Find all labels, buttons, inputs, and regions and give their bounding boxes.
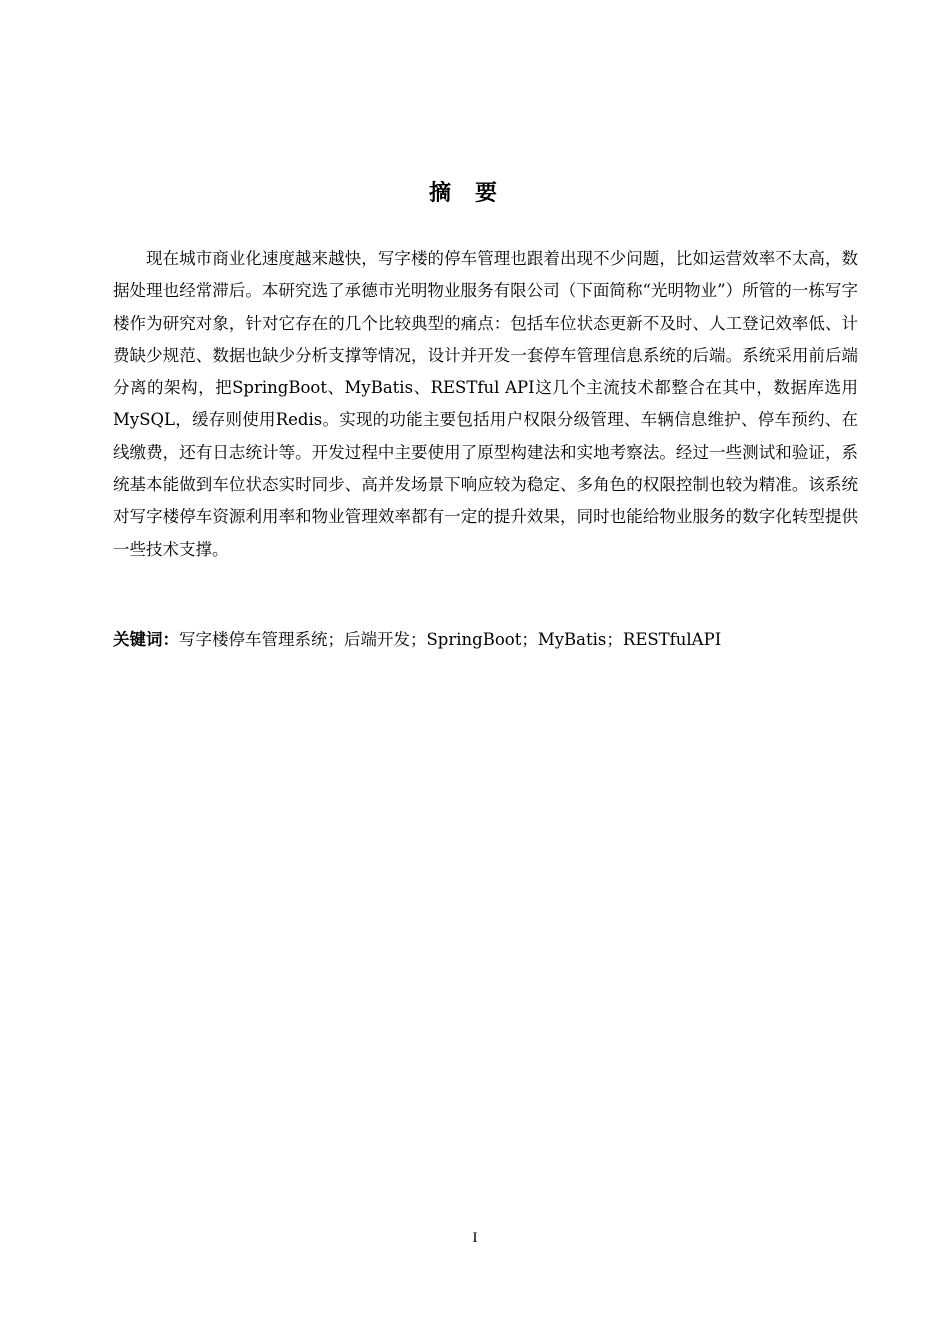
keywords-value: 写字楼停车管理系统；后端开发；SpringBoot；MyBatis；RESTfulAPI	[179, 630, 722, 649]
abstract-body	[113, 243, 858, 566]
keywords-label: 关键词：	[113, 630, 179, 649]
page-number: I	[472, 1230, 478, 1246]
abstract-title: 摘要	[428, 181, 521, 206]
keywords-line	[113, 624, 858, 656]
abstract-paragraph: 现在城市商业化速度越来越快，写字楼的停车管理也跟着出现不少问题，比如运营效率不太高，数据处理也经常滞后。本研究选了承德市光明物业服务有限公司（下面简称“光明物业”）所管的一栋写字楼作为研究对象，针对它存在的几个比较典型的痛点：包括车位状态更新不及时、人工登记效率低、计费缺少规范、数据也缺少分析支撑等情况，设计并开发一套停车管理信息系统的后端。系统采用前后端分离的架构，把SpringBoot、MyBatis、RESTful API这几个主流技术都整合在其中，数据库选用MySQL，缓存则使用Redis。实现的功能主要包括用户权限分级管理、车辆信息维护、停车预约、在线缴费，还有日志统计等。开发过程中主要使用了原型构建法和实地考察法。经过一些测试和验证，系统基本能做到车位状态实时同步、高并发场景下响应较为稳定、多角色的权限控制也较为精准。该系统对写字楼停车资源利用率和物业管理效率都有一定的提升效果，同时也能给物业服务的数字化转型提供一些技术支撑。	[113, 249, 858, 559]
